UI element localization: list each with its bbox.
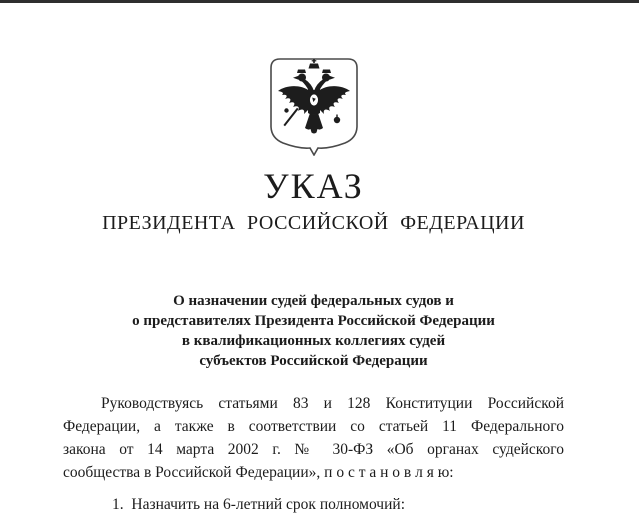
decree-document [63,58,564,516]
subject-line: о представителях Президента Российской Федерации [132,313,495,329]
body-line: Федерации, а также в соответствии со статьей 11 Федерального [63,418,564,435]
emblem-container [63,58,564,156]
subject-line: субъектов Российской Федерации [199,353,428,369]
subject-line: О назначении судей федеральных судов и [173,293,454,309]
subject-line: в квалификационных коллегиях судей [181,333,446,349]
body-line: сообщества в Российской Федерации», п о с т а н о в л я ю: [63,464,454,481]
decree-title: УКАЗ [263,166,364,206]
body-line: закона от 14 марта 2002 г. № 30-ФЗ «Об органах судейского [63,441,564,458]
decree-body-paragraph [63,392,564,484]
decree-subtitle: ПРЕЗИДЕНТА РОССИЙСКОЙ ФЕДЕРАЦИИ [102,212,525,234]
russia-coat-of-arms-icon [270,58,358,156]
decree-list-item-1: 1. Назначить на 6-летний срок полномочий: [112,496,406,513]
decree-subject [63,291,564,371]
window-top-edge [0,0,639,3]
body-line: Руководствуясь статьями 83 и 128 Конституции Российской [101,395,564,412]
